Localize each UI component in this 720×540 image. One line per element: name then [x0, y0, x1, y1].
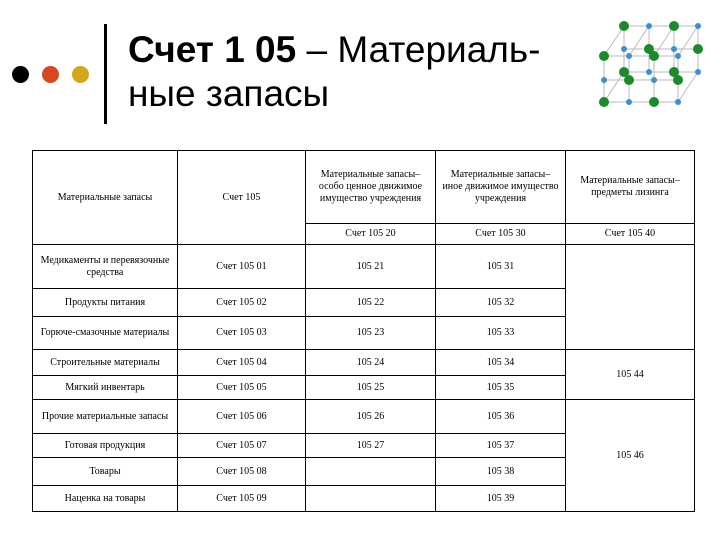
title-bold: Счет 1 05 — [128, 29, 297, 70]
subheader-account-10540: Счет 105 40 — [566, 224, 695, 245]
table-row — [33, 350, 695, 376]
row-value-20: 105 22 — [306, 289, 436, 317]
row-value-30: 105 32 — [436, 289, 566, 317]
header-account-105: Счет 105 — [178, 151, 306, 245]
row-account: Счет 105 09 — [178, 486, 306, 512]
row-value-40-empty — [566, 245, 695, 350]
row-name: Товары — [33, 458, 178, 486]
title-divider — [104, 24, 107, 124]
row-value-30: 105 39 — [436, 486, 566, 512]
row-value-20: 105 23 — [306, 317, 436, 350]
row-value-20-empty — [306, 458, 436, 486]
page-title — [128, 28, 540, 116]
header-materials: Материальные запасы — [33, 151, 178, 245]
table-header-row — [33, 151, 695, 224]
row-account: Счет 105 01 — [178, 245, 306, 289]
row-name: Продукты питания — [33, 289, 178, 317]
row-value-30: 105 33 — [436, 317, 566, 350]
row-value-20: 105 24 — [306, 350, 436, 376]
header-other-property: Материальные запасы– иное движимое имущество учреждения — [436, 151, 566, 224]
row-account: Счет 105 07 — [178, 434, 306, 458]
row-name: Строительные материалы — [33, 350, 178, 376]
row-value-40: 105 46 — [566, 400, 695, 512]
accounts-table — [32, 150, 695, 512]
row-account: Счет 105 08 — [178, 458, 306, 486]
row-name: Прочие материальные запасы — [33, 400, 178, 434]
subheader-account-10520: Счет 105 20 — [306, 224, 436, 245]
header-leasing: Материальные запасы– предметы лизинга — [566, 151, 695, 224]
row-account: Счет 105 05 — [178, 376, 306, 400]
row-value-30: 105 37 — [436, 434, 566, 458]
row-name: Медикаменты и перевязочные средства — [33, 245, 178, 289]
row-value-20: 105 25 — [306, 376, 436, 400]
row-value-30: 105 35 — [436, 376, 566, 400]
lattice-cube-icon — [592, 14, 710, 126]
row-value-30: 105 36 — [436, 400, 566, 434]
row-name: Готовая продукция — [33, 434, 178, 458]
row-name: Горюче-смазочные материалы — [33, 317, 178, 350]
bullet-dot-gold — [72, 66, 89, 83]
row-value-30: 105 38 — [436, 458, 566, 486]
subheader-account-10530: Счет 105 30 — [436, 224, 566, 245]
header-valuable-property: Материальные запасы– особо ценное движимое имущество учреждения — [306, 151, 436, 224]
row-name: Наценка на товары — [33, 486, 178, 512]
row-name: Мягкий инвентарь — [33, 376, 178, 400]
title-line-1 — [128, 28, 540, 72]
row-value-20: 105 27 — [306, 434, 436, 458]
row-value-30: 105 31 — [436, 245, 566, 289]
bullet-dot-red — [42, 66, 59, 83]
table-row — [33, 400, 695, 434]
row-value-20-empty — [306, 486, 436, 512]
row-value-20: 105 21 — [306, 245, 436, 289]
row-value-20: 105 26 — [306, 400, 436, 434]
table-row — [33, 245, 695, 289]
title-line-2: ные запасы — [128, 73, 330, 114]
row-value-40: 105 44 — [566, 350, 695, 400]
row-account: Счет 105 03 — [178, 317, 306, 350]
row-account: Счет 105 06 — [178, 400, 306, 434]
title-rest: – Материаль- — [296, 29, 541, 70]
bullet-dot-black — [12, 66, 29, 83]
row-account: Счет 105 02 — [178, 289, 306, 317]
row-value-30: 105 34 — [436, 350, 566, 376]
row-account: Счет 105 04 — [178, 350, 306, 376]
